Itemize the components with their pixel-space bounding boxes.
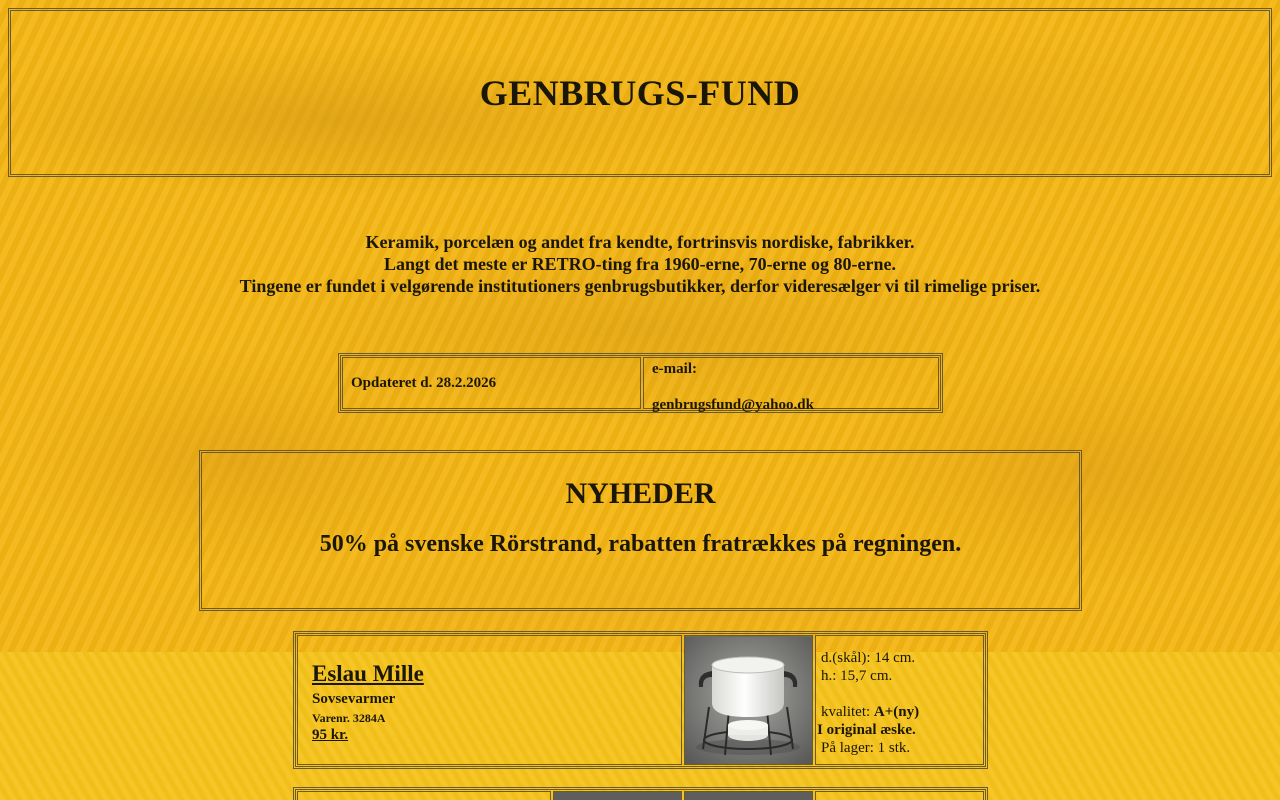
product-info-cell-partial xyxy=(297,791,551,800)
product-info-cell xyxy=(297,635,682,765)
site-title: GENBRUGS-FUND xyxy=(479,72,801,113)
product-name-link[interactable]: Eslau Mille xyxy=(312,661,424,686)
product-specs-cell xyxy=(815,635,984,765)
intro-line-2: Langt det meste er RETRO-ting fra 1960-erne, 70-erne og 80-erne. xyxy=(383,254,897,274)
email-label: e-mail: xyxy=(652,361,697,377)
updated-date: Opdateret d. 28.2.2026 xyxy=(351,374,497,391)
product-row xyxy=(293,631,988,769)
intro-line-1: Keramik, porcelæn og andet fra kendte, fortrinsvis nordiske, fabrikker. xyxy=(365,232,915,252)
news-text: 50% på svenske Rörstrand, rabatten fratrækkes på regningen. xyxy=(319,531,962,557)
site-header xyxy=(8,8,1272,177)
info-table xyxy=(338,353,943,413)
product-quality xyxy=(821,703,983,721)
product-height: h.: 15,7 cm. xyxy=(821,668,893,684)
intro-line-3: Tingene er fundet i velgørende institutioners genbrugsbutikker, derfor videresælger vi til rimelige priser. xyxy=(239,276,1041,296)
product-diameter: d.(skål): 14 cm. xyxy=(821,650,916,666)
product-image-cell-partial-2[interactable] xyxy=(684,791,813,800)
product-sku: Varenr. 3284A xyxy=(312,711,386,725)
intro-text xyxy=(0,231,1280,297)
product-image-cell[interactable] xyxy=(684,635,813,765)
news-box xyxy=(199,450,1082,611)
quality-value: A+(ny) xyxy=(873,704,920,720)
product-specs-cell-partial xyxy=(815,791,984,800)
product-stock: På lager: 1 stk. xyxy=(821,740,911,756)
news-title: NYHEDER xyxy=(565,477,716,510)
product-price-link[interactable]: 95 kr. xyxy=(312,727,349,743)
product-image-cell-partial[interactable] xyxy=(553,791,682,800)
product-row-partial xyxy=(293,787,988,800)
email-cell xyxy=(643,357,939,413)
product-packaging: I original æske. xyxy=(817,722,916,738)
product-type: Sovsevarmer xyxy=(312,691,396,707)
updated-cell xyxy=(342,357,641,409)
sauce-warmer-photo[interactable] xyxy=(685,637,812,764)
email-address[interactable]: genbrugsfund@yahoo.dk xyxy=(652,397,814,413)
quality-label: kvalitet: xyxy=(821,704,871,720)
